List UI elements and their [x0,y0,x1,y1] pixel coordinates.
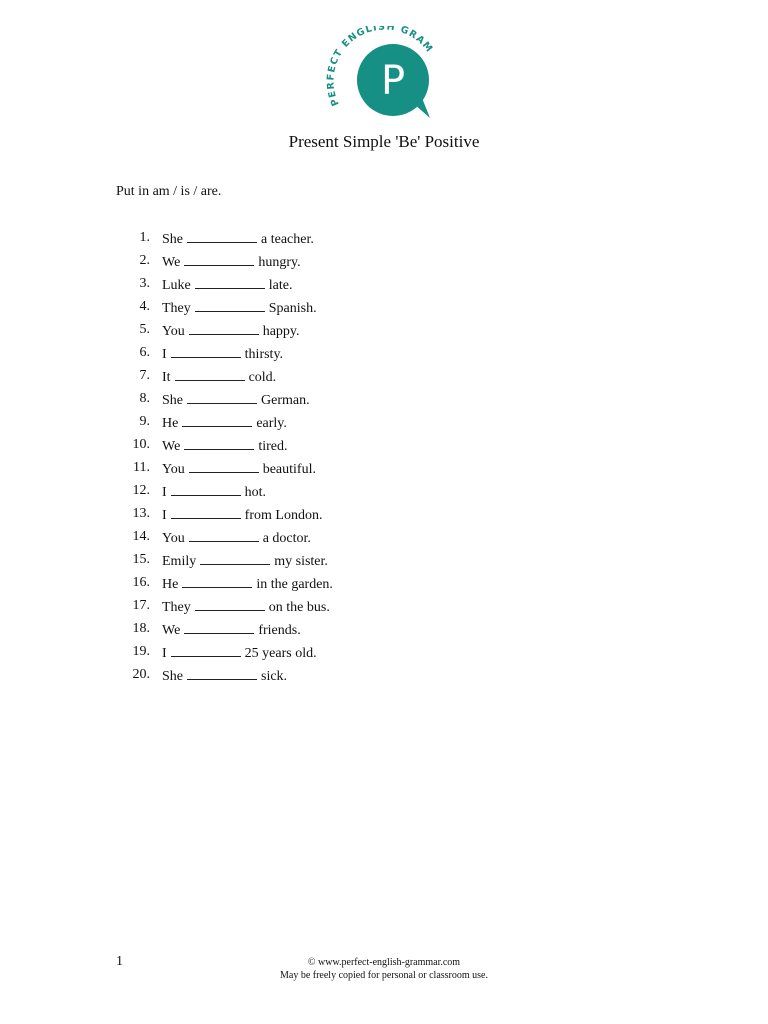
logo-letter: P [380,58,406,104]
exercise-number: 6. [139,345,150,360]
exercise-rest: thirsty. [244,347,284,362]
exercise-number: 7. [139,368,150,383]
exercise-sentence [162,437,287,455]
exercise-subject: She [162,393,183,408]
exercise-item [0,460,400,480]
exercise-subject: You [162,462,185,477]
exercise-number: 5. [139,322,150,337]
exercise-item [0,322,400,342]
exercise-subject: Luke [162,278,191,293]
exercise-number: 9. [139,414,150,429]
speech-bubble-p-icon [326,26,440,126]
instructions: Put in am / is / are. [116,184,222,199]
footer-copyright: © www.perfect-english-grammar.com [307,957,461,968]
exercise-item [0,391,400,411]
answer-blank [171,644,241,657]
exercise-sentence [162,460,316,478]
exercise-number: 20. [132,667,150,682]
exercise-number: 1. [139,230,150,245]
exercise-sentence [162,598,330,616]
exercise-number: 11. [133,460,150,475]
exercise-item [0,253,400,273]
exercise-item [0,368,400,388]
exercise-subject: It [162,370,171,385]
exercise-subject: They [162,301,191,316]
exercise-number: 15. [132,552,150,567]
exercise-item [0,644,400,664]
answer-blank [195,598,265,611]
exercise-rest: late. [268,278,293,293]
exercise-sentence [162,483,266,501]
exercise-subject: I [162,646,167,661]
exercise-rest: a teacher. [261,232,314,247]
exercise-rest: early. [256,416,287,431]
answer-blank [189,322,259,335]
answer-blank [182,575,252,588]
exercise-number: 18. [132,621,150,636]
exercise-number: 8. [139,391,150,406]
exercise-rest: my sister. [274,554,328,569]
exercise-subject: I [162,347,167,362]
exercise-subject: He [162,416,179,431]
exercise-rest: friends. [258,623,301,638]
exercise-rest: beautiful. [262,462,316,477]
answer-blank [187,230,257,243]
exercise-number: 10. [132,437,150,452]
exercise-subject: She [162,669,183,684]
exercise-sentence [162,644,317,662]
exercise-number: 2. [139,253,150,268]
answer-blank [200,552,270,565]
exercise-number: 14. [132,529,150,544]
answer-blank [184,253,254,266]
exercise-sentence [162,276,292,294]
exercise-sentence [162,230,314,248]
exercise-rest: sick. [261,669,288,684]
answer-blank [171,345,241,358]
exercise-sentence [162,368,276,386]
exercise-subject: She [162,232,183,247]
exercise-rest: a doctor. [262,531,311,546]
exercise-sentence [162,506,322,524]
exercise-sentence [162,529,311,547]
exercise-number: 17. [132,598,150,613]
answer-blank [182,414,252,427]
exercise-item [0,598,400,618]
exercise-item [0,437,400,457]
exercise-sentence [162,299,317,317]
exercise-number: 13. [132,506,150,521]
exercise-rest: 25 years old. [244,646,317,661]
exercise-sentence [162,345,283,363]
exercise-rest: happy. [262,324,300,339]
exercise-item [0,299,400,319]
exercise-item [0,483,400,503]
answer-blank [195,299,265,312]
exercise-rest: hungry. [258,255,301,270]
exercise-subject: Emily [162,554,197,569]
exercise-subject: We [162,255,181,270]
exercise-sentence [162,391,310,409]
exercise-sentence [162,667,287,685]
exercise-subject: He [162,577,179,592]
exercise-rest: tired. [258,439,288,454]
footer-note: May be freely copied for personal or classroom use. [280,970,488,981]
answer-blank [184,437,254,450]
exercise-sentence [162,575,333,593]
exercise-number: 19. [132,644,150,659]
exercise-item [0,667,400,687]
exercise-subject: You [162,324,185,339]
exercise-sentence [162,322,300,340]
exercise-rest: German. [261,393,310,408]
footer [0,956,768,982]
page-title: Present Simple 'Be' Positive [288,132,480,151]
answer-blank [171,506,241,519]
exercise-subject: I [162,508,167,523]
exercise-item [0,552,400,572]
exercise-subject: I [162,485,167,500]
exercise-subject: They [162,600,191,615]
answer-blank [171,483,241,496]
exercise-rest: on the bus. [268,600,330,615]
brand-logo [326,26,440,126]
logo-arc-text: PERFECT ENGLISH GRAM [326,26,436,108]
exercise-number: 12. [132,483,150,498]
answer-blank [195,276,265,289]
exercise-sentence [162,621,301,639]
exercise-item [0,345,400,365]
exercise-rest: from London. [244,508,323,523]
answer-blank [187,667,257,680]
answer-blank [184,621,254,634]
page-number: 1 [116,954,123,969]
answer-blank [189,529,259,542]
exercise-subject: You [162,531,185,546]
exercise-item [0,575,400,595]
exercise-rest: hot. [244,485,267,500]
exercise-item [0,506,400,526]
exercise-sentence [162,253,301,271]
answer-blank [187,391,257,404]
exercise-subject: We [162,439,181,454]
exercise-item [0,621,400,641]
exercise-number: 16. [132,575,150,590]
exercise-number: 3. [139,276,150,291]
exercise-item [0,529,400,549]
answer-blank [175,368,245,381]
exercise-item [0,414,400,434]
exercise-rest: in the garden. [256,577,333,592]
exercise-item [0,230,400,250]
exercise-number: 4. [139,299,150,314]
exercise-sentence [162,552,328,570]
exercise-item [0,276,400,296]
exercise-sentence [162,414,287,432]
exercise-rest: Spanish. [268,301,317,316]
exercise-subject: We [162,623,181,638]
answer-blank [189,460,259,473]
exercise-rest: cold. [248,370,277,385]
